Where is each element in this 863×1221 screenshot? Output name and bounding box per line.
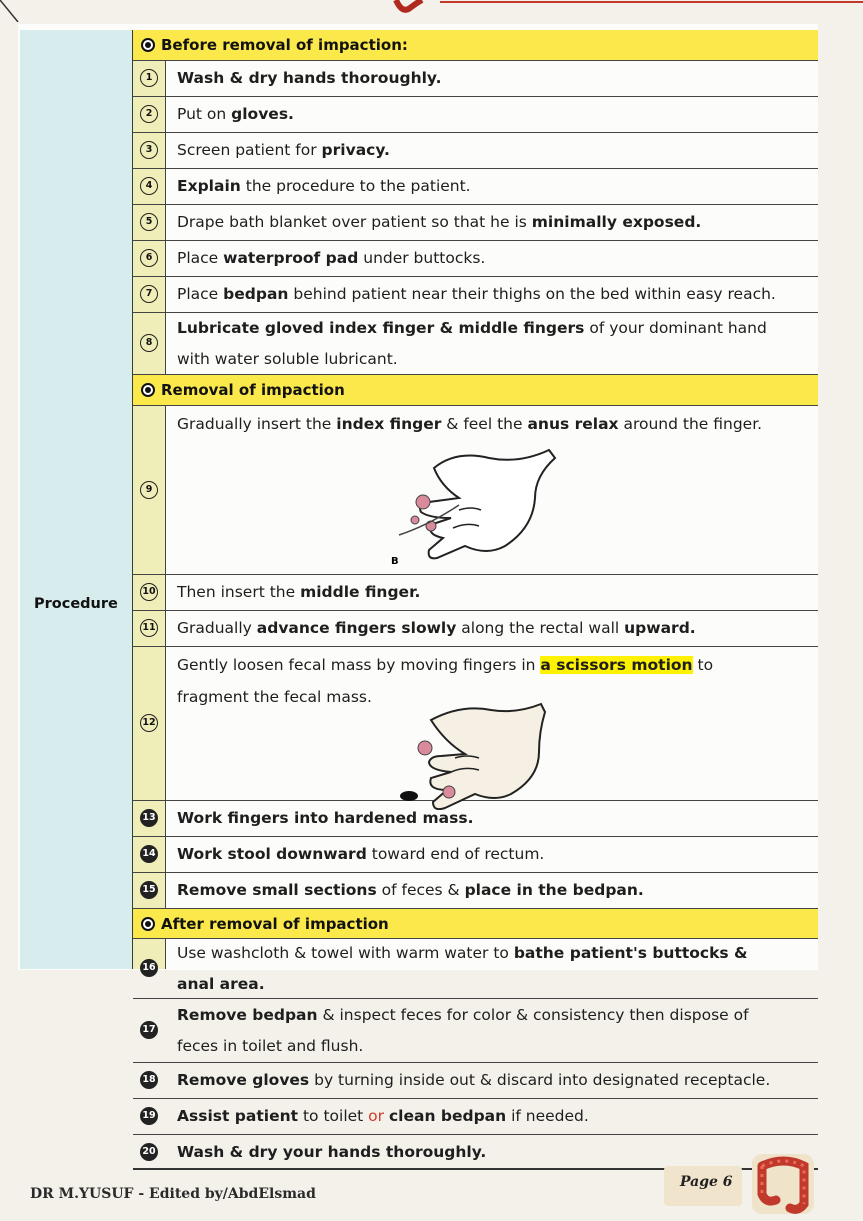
step-number [133, 837, 165, 871]
step-text-part: Gradually insert the [177, 415, 337, 433]
step-text [177, 242, 812, 275]
step-text-part: to [692, 656, 714, 674]
step-text-part: Then insert the [177, 583, 301, 601]
step-text-part: bedpan [223, 285, 289, 303]
hand-illustration-step-12 [391, 700, 551, 810]
step-number [133, 575, 165, 609]
step-text-part: Use washcloth & towel with warm water to [177, 944, 514, 962]
section-removal-title: Removal of impaction [161, 381, 345, 399]
step-number-badge: 12 [140, 714, 158, 732]
step-number [133, 133, 165, 167]
step-text-part: privacy. [321, 141, 390, 159]
top-decoration [0, 0, 863, 22]
step-text-part: index finger [336, 415, 442, 433]
step-text-part: Wash & dry hands thoroughly. [177, 69, 442, 87]
step-row [133, 999, 818, 1063]
step-text-part: toward end of rectum. [366, 845, 545, 863]
step-text-part: Place [177, 249, 224, 267]
step-number-badge: 13 [140, 809, 158, 827]
step-row [133, 837, 818, 873]
step-row [133, 133, 818, 169]
step-text-part: under buttocks. [358, 249, 486, 267]
procedure-column [20, 30, 134, 969]
step-text-part: Remove small sections [177, 881, 377, 899]
step-text [177, 1064, 812, 1097]
step-number [133, 1099, 165, 1133]
radio-dot-icon [141, 383, 155, 397]
step-number-badge: 16 [140, 959, 158, 977]
step-row [133, 1099, 818, 1135]
step-text-part: waterproof pad [223, 249, 359, 267]
step-text-part: middle finger. [300, 583, 421, 601]
step-row [133, 1135, 818, 1170]
step-text-part: clean bedpan [388, 1107, 507, 1125]
step-text-part: Wash & dry your hands thoroughly. [177, 1142, 487, 1161]
step-number-badge: 5 [140, 213, 158, 231]
step-number-badge: 3 [140, 141, 158, 159]
step-number [133, 647, 165, 799]
step-number [133, 1063, 165, 1097]
step-number-badge: 17 [140, 1021, 158, 1039]
step-text-line-1 [177, 649, 812, 682]
step-number-badge: 4 [140, 177, 158, 195]
step-text-part: gloves. [231, 105, 294, 123]
step-row [133, 611, 818, 647]
step-text-part: of your dominant hand [584, 319, 767, 337]
step-number-badge: 15 [140, 881, 158, 899]
footer-author: DR M.YUSUF - Edited by/AbdElsmad [30, 1186, 316, 1202]
radio-dot-icon [141, 38, 155, 52]
step-number [133, 611, 165, 645]
step-text-part: upward. [624, 619, 696, 637]
step-number-badge: 20 [140, 1143, 158, 1161]
intestine-icon [748, 1150, 818, 1218]
step-number-badge: 8 [140, 334, 158, 352]
step-text-part: fragment the fecal mass. [177, 688, 372, 706]
step-text-part: to toilet [298, 1107, 369, 1125]
step-text [177, 134, 812, 167]
step-number-badge: 18 [140, 1071, 158, 1089]
step-number [133, 169, 165, 203]
step-text-part: Explain [177, 177, 241, 195]
step-text-part: & inspect feces for color & consistency then dispose of [317, 1006, 749, 1024]
step-number [133, 873, 165, 907]
step-row [133, 873, 818, 909]
step-row [133, 939, 818, 999]
step-text-part: minimally exposed. [531, 213, 702, 231]
step-text [177, 874, 812, 907]
step-number [133, 999, 165, 1061]
step-text-part: Drape bath blanket over patient so that he is [177, 213, 532, 231]
step-text-part: around the finger. [618, 415, 763, 433]
step-number-badge: 19 [140, 1107, 158, 1125]
step-text-part: if needed. [506, 1107, 589, 1125]
step-text-line-2 [177, 1030, 812, 1063]
step-text-part: Gradually [177, 619, 257, 637]
step-text-part: or [368, 1107, 385, 1125]
step-row [133, 169, 818, 205]
step-number-badge: 7 [140, 285, 158, 303]
step-number [133, 939, 165, 997]
step-text-part: Work fingers into hardened mass. [177, 809, 474, 827]
step-number-badge: 11 [140, 619, 158, 637]
step-text-line-1 [177, 312, 812, 345]
section-before [133, 30, 818, 61]
step-number-badge: 2 [140, 105, 158, 123]
step-number [133, 1135, 165, 1168]
step-text-part: advance fingers slowly [256, 619, 457, 637]
step-number-badge: 1 [140, 69, 158, 87]
step-text-part: Lubricate gloved index finger & middle fingers [177, 319, 585, 337]
step-text-part: the procedure to the patient. [240, 177, 471, 195]
step-text-part: a scissors motion [540, 656, 693, 674]
page-number: Page 6 [680, 1174, 733, 1190]
step-text-part: anal area. [177, 975, 265, 993]
step-text-part: along the rectal wall [456, 619, 625, 637]
step-text [177, 576, 812, 609]
step-text-part: of feces & [376, 881, 465, 899]
step-number [133, 61, 165, 95]
step-number [133, 277, 165, 311]
step-text-part: Assist patient [177, 1107, 299, 1125]
step-text-part: Place [177, 285, 224, 303]
step-text-part: Put on [177, 105, 232, 123]
step-number-badge: 9 [140, 481, 158, 499]
step-number [133, 97, 165, 131]
step-number-badge: 10 [140, 583, 158, 601]
step-text-part: behind patient near their thighs on the bed within easy reach. [288, 285, 776, 303]
step-number [133, 406, 165, 573]
step-text [177, 838, 812, 871]
hand-illustration-step-9 [389, 440, 559, 570]
step-row [133, 313, 818, 375]
step-text-part: feces in toilet and flush. [177, 1037, 364, 1055]
procedure-label: Procedure [34, 596, 118, 612]
step-text [177, 1100, 812, 1133]
step-text-part: & feel the [441, 415, 528, 433]
step-text-part: Gently loosen fecal mass by moving fingers in [177, 656, 541, 674]
step-text-part: Screen patient for [177, 141, 322, 159]
step-text [177, 206, 812, 239]
step-text-part: Remove gloves [177, 1071, 310, 1089]
step-row [133, 61, 818, 97]
step-text-part: with water soluble lubricant. [177, 350, 398, 368]
step-number-badge: 6 [140, 249, 158, 267]
step-row [133, 241, 818, 277]
step-text-part: bathe patient's buttocks & [513, 944, 748, 962]
radio-dot-icon [141, 917, 155, 931]
step-row [133, 1063, 818, 1099]
step-text-part: by turning inside out & discard into designated receptacle. [309, 1071, 771, 1089]
step-number [133, 313, 165, 373]
step-text-line-2 [177, 343, 812, 376]
step-text-part: place in the bedpan. [464, 881, 644, 899]
step-text-line-1 [177, 999, 812, 1032]
section-removal [133, 375, 818, 406]
step-number [133, 205, 165, 239]
step-text [177, 1136, 812, 1169]
step-text [177, 408, 812, 441]
section-after [133, 909, 818, 939]
step-row [133, 205, 818, 241]
step-text-line-1 [177, 937, 812, 970]
section-after-title: After removal of impaction [161, 914, 389, 933]
figure-label: B [391, 556, 399, 567]
step-text [177, 98, 812, 131]
section-before-title: Before removal of impaction: [161, 36, 408, 54]
step-text [177, 62, 812, 95]
step-text [177, 170, 812, 203]
step-number [133, 241, 165, 275]
step-text-line-2 [177, 968, 812, 1001]
step-row [133, 277, 818, 313]
step-text [177, 278, 812, 311]
step-text-part: Remove bedpan [177, 1006, 318, 1024]
step-number-badge: 14 [140, 845, 158, 863]
step-text-part: anus relax [527, 415, 619, 433]
step-text-part: Work stool downward [177, 845, 367, 863]
step-number [133, 801, 165, 835]
step-text [177, 612, 812, 645]
step-row [133, 97, 818, 133]
step-row [133, 575, 818, 611]
